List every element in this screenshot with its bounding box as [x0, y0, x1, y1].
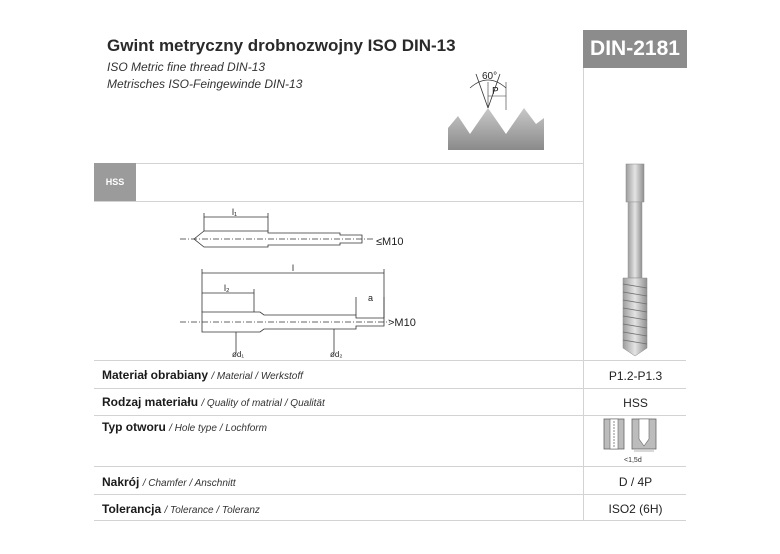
pitch-label: P: [492, 86, 499, 97]
property-value-quality: HSS: [623, 396, 648, 410]
standard-badge: DIN-2181: [583, 30, 687, 68]
l-label: l: [292, 263, 294, 273]
property-value-material: P1.2-P1.3: [608, 369, 663, 383]
d2-label: ød₂: [330, 350, 343, 359]
property-label-chamfer: Nakrój / Chamfer / Anschnitt: [102, 475, 236, 489]
top-size-label: ≤M10: [376, 236, 404, 248]
hss-tag: HSS: [94, 163, 136, 201]
hss-row-top-border: [94, 163, 583, 164]
table-border: [94, 520, 686, 521]
column-divider: [583, 68, 584, 520]
table-border: [94, 388, 686, 389]
property-label-quality: Rodzaj materiału / Quality of matrial / Qualität: [102, 395, 325, 409]
subtitle-en: ISO Metric fine thread DIN-13: [107, 60, 266, 74]
hss-row-bottom-border: [94, 201, 583, 202]
a-label: a: [368, 293, 374, 303]
property-label-tolerance: Tolerancja / Tolerance / Toleranz: [102, 502, 260, 516]
property-value-tolerance: ISO2 (6H): [608, 502, 663, 516]
page-title: Gwint metryczny drobnozwojny ISO DIN-13: [107, 36, 456, 55]
table-border: [94, 360, 686, 361]
property-label-material: Materiał obrabiany / Material / Werkstoff: [102, 368, 303, 382]
thread-profile-diagram: [440, 68, 550, 154]
hole-depth-note: <1,5d: [624, 457, 642, 464]
tap-technical-drawing: [180, 205, 450, 360]
bottom-size-label: >M10: [388, 317, 416, 329]
l2-label: l₂: [224, 283, 230, 293]
tap-product-image: [616, 162, 654, 358]
table-border: [94, 415, 686, 416]
d1-label: ød₁: [232, 350, 245, 359]
table-border: [94, 494, 686, 495]
property-value-chamfer: D / 4P: [618, 475, 653, 489]
table-border: [94, 466, 686, 467]
angle-label: 60°: [482, 71, 498, 82]
property-label-hole-type: Typ otworu / Hole type / Lochform: [102, 420, 267, 434]
subtitle-de: Metrisches ISO-Feingewinde DIN-13: [107, 77, 303, 91]
l1-label: l₁: [232, 207, 238, 217]
hole-type-icon: [600, 417, 662, 465]
